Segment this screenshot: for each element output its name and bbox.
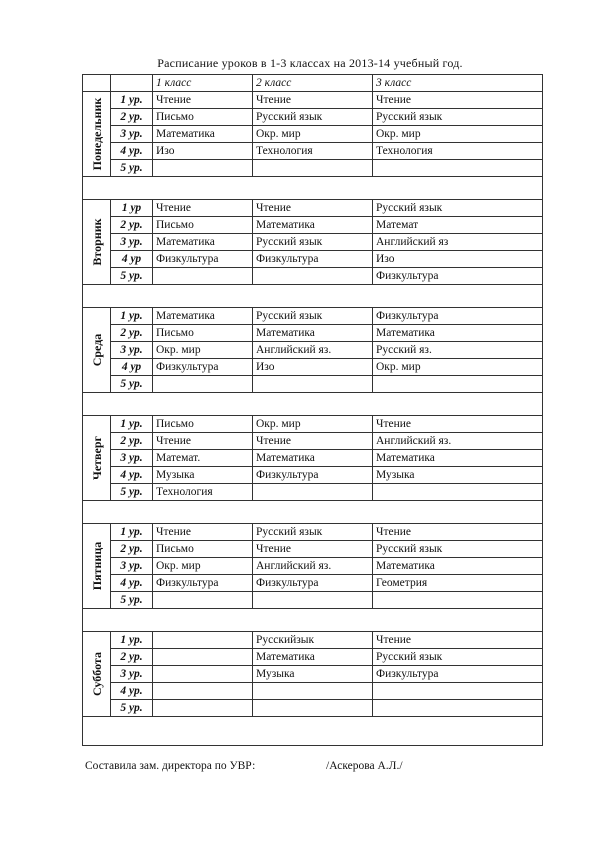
subject-class-3: Английский яз — [373, 234, 543, 251]
lesson-row — [83, 160, 543, 177]
spacer-cell — [83, 609, 543, 632]
class-header-3: 3 класс — [373, 75, 543, 92]
lesson-row — [83, 109, 543, 126]
subject-class-2: Математика — [253, 450, 373, 467]
subject-class-2: Английский яз. — [253, 558, 373, 575]
subject-class-2: Окр. мир — [253, 416, 373, 433]
subject-class-3: Английский яз. — [373, 433, 543, 450]
lesson-row — [83, 632, 543, 649]
subject-class-2 — [253, 484, 373, 501]
day-spacer-row — [83, 501, 543, 524]
lesson-number: 2 ур. — [111, 109, 153, 126]
subject-class-3 — [373, 592, 543, 609]
lesson-number: 5 ур. — [111, 592, 153, 609]
subject-class-1: Письмо — [153, 416, 253, 433]
subject-class-1: Письмо — [153, 217, 253, 234]
subject-class-3 — [373, 484, 543, 501]
lesson-row — [83, 234, 543, 251]
subject-class-1: Технология — [153, 484, 253, 501]
lesson-row — [83, 325, 543, 342]
subject-class-3: Математ — [373, 217, 543, 234]
lesson-number: 5 ур. — [111, 700, 153, 717]
subject-class-2: Русский язык — [253, 109, 373, 126]
spacer-cell — [83, 393, 543, 416]
lesson-number: 4 ур — [111, 251, 153, 268]
subject-class-1 — [153, 268, 253, 285]
lesson-number: 4 ур — [111, 359, 153, 376]
day-name-cell — [83, 632, 111, 717]
subject-class-2: Английский яз. — [253, 342, 373, 359]
lesson-row — [83, 592, 543, 609]
lesson-row — [83, 541, 543, 558]
lesson-row — [83, 92, 543, 109]
subject-class-1: Чтение — [153, 92, 253, 109]
subject-class-2: Математика — [253, 325, 373, 342]
subject-class-1: Письмо — [153, 109, 253, 126]
document-title: Расписание уроков в 1-3 классах на 2013-14 учебный год. — [157, 56, 463, 70]
subject-class-1: Окр. мир — [153, 558, 253, 575]
footer-signature: /Аскерова А.Л./ — [326, 760, 403, 772]
lesson-number: 5 ур. — [111, 268, 153, 285]
end-spacer-row — [83, 717, 543, 746]
subject-class-3: Изо — [373, 251, 543, 268]
subject-class-3: Русский язык — [373, 109, 543, 126]
day-name-cell — [83, 92, 111, 177]
footer-compiled-by: Составила зам. директора по УВР: — [85, 760, 256, 772]
subject-class-3: Математика — [373, 558, 543, 575]
subject-class-3: Окр. мир — [373, 126, 543, 143]
subject-class-3 — [373, 376, 543, 393]
lesson-number: 2 ур. — [111, 217, 153, 234]
lesson-number: 5 ур. — [111, 376, 153, 393]
header-blank-day — [83, 75, 111, 92]
subject-class-2: Русский язык — [253, 234, 373, 251]
lesson-row — [83, 450, 543, 467]
subject-class-2 — [253, 160, 373, 177]
subject-class-2 — [253, 376, 373, 393]
subject-class-3: Математика — [373, 450, 543, 467]
lesson-number: 3 ур. — [111, 450, 153, 467]
header-blank-lesson — [111, 75, 153, 92]
lesson-row — [83, 575, 543, 592]
subject-class-1: Математика — [153, 234, 253, 251]
subject-class-2: Чтение — [253, 433, 373, 450]
lesson-number: 1 ур — [111, 200, 153, 217]
subject-class-3: Русский язык — [373, 649, 543, 666]
lesson-number: 3 ур. — [111, 342, 153, 359]
subject-class-1 — [153, 376, 253, 393]
lesson-number: 5 ур. — [111, 160, 153, 177]
subject-class-3: Чтение — [373, 524, 543, 541]
lesson-row — [83, 700, 543, 717]
subject-class-2: Окр. мир — [253, 126, 373, 143]
lesson-row — [83, 308, 543, 325]
subject-class-3: Физкультура — [373, 666, 543, 683]
subject-class-3: Русский язык — [373, 541, 543, 558]
lesson-number: 1 ур. — [111, 524, 153, 541]
lesson-row — [83, 217, 543, 234]
subject-class-3: Окр. мир — [373, 359, 543, 376]
lesson-row — [83, 416, 543, 433]
lesson-row — [83, 359, 543, 376]
subject-class-1 — [153, 683, 253, 700]
lesson-row — [83, 251, 543, 268]
subject-class-2: Музыка — [253, 666, 373, 683]
day-name: Вторник — [89, 218, 104, 266]
subject-class-2: Технология — [253, 143, 373, 160]
day-name: Среда — [89, 333, 104, 367]
lesson-row — [83, 126, 543, 143]
subject-class-2: Русский язык — [253, 308, 373, 325]
lesson-number: 1 ур. — [111, 632, 153, 649]
subject-class-2: Русский язык — [253, 524, 373, 541]
subject-class-2: Чтение — [253, 541, 373, 558]
schedule-table — [82, 74, 543, 746]
lesson-number: 1 ур. — [111, 308, 153, 325]
spacer-cell — [83, 501, 543, 524]
day-spacer-row — [83, 393, 543, 416]
subject-class-3: Чтение — [373, 416, 543, 433]
lesson-row — [83, 558, 543, 575]
subject-class-3: Математика — [373, 325, 543, 342]
subject-class-3: Музыка — [373, 467, 543, 484]
day-name-cell — [83, 308, 111, 393]
lesson-number: 2 ур. — [111, 541, 153, 558]
day-name: Суббота — [89, 652, 104, 696]
lesson-row — [83, 143, 543, 160]
lesson-number: 3 ур. — [111, 234, 153, 251]
subject-class-1: Чтение — [153, 433, 253, 450]
subject-class-1 — [153, 160, 253, 177]
lesson-number: 5 ур. — [111, 484, 153, 501]
class-header-2: 2 класс — [253, 75, 373, 92]
subject-class-1: Изо — [153, 143, 253, 160]
subject-class-3: Чтение — [373, 632, 543, 649]
subject-class-2: Физкультура — [253, 251, 373, 268]
subject-class-2 — [253, 683, 373, 700]
subject-class-1: Чтение — [153, 524, 253, 541]
day-spacer-row — [83, 285, 543, 308]
lesson-number: 2 ур. — [111, 649, 153, 666]
lesson-number: 1 ур. — [111, 92, 153, 109]
subject-class-1 — [153, 700, 253, 717]
lesson-number: 2 ур. — [111, 325, 153, 342]
end-spacer-cell — [83, 717, 543, 746]
subject-class-2 — [253, 592, 373, 609]
lesson-number: 4 ур. — [111, 683, 153, 700]
subject-class-3: Геометрия — [373, 575, 543, 592]
subject-class-3: Чтение — [373, 92, 543, 109]
subject-class-2: Чтение — [253, 200, 373, 217]
subject-class-2: Физкультура — [253, 575, 373, 592]
subject-class-1 — [153, 632, 253, 649]
day-name-cell — [83, 416, 111, 501]
subject-class-1: Музыка — [153, 467, 253, 484]
subject-class-3 — [373, 700, 543, 717]
lesson-number: 3 ур. — [111, 126, 153, 143]
subject-class-3: Технология — [373, 143, 543, 160]
day-spacer-row — [83, 177, 543, 200]
subject-class-3: Русский язык — [373, 200, 543, 217]
lesson-row — [83, 467, 543, 484]
subject-class-3: Физкультура — [373, 268, 543, 285]
lesson-number: 1 ур. — [111, 416, 153, 433]
lesson-number: 4 ур. — [111, 467, 153, 484]
subject-class-3: Физкультура — [373, 308, 543, 325]
subject-class-1 — [153, 592, 253, 609]
header-row — [83, 75, 543, 92]
subject-class-2 — [253, 700, 373, 717]
lesson-row — [83, 376, 543, 393]
subject-class-1: Письмо — [153, 325, 253, 342]
subject-class-1: Математика — [153, 308, 253, 325]
subject-class-2: Математика — [253, 217, 373, 234]
subject-class-1: Физкультура — [153, 359, 253, 376]
lesson-row — [83, 200, 543, 217]
lesson-number: 4 ур. — [111, 575, 153, 592]
subject-class-2 — [253, 268, 373, 285]
lesson-row — [83, 649, 543, 666]
lesson-row — [83, 666, 543, 683]
subject-class-1: Чтение — [153, 200, 253, 217]
lesson-number: 2 ур. — [111, 433, 153, 450]
class-header-1: 1 класс — [153, 75, 253, 92]
day-name-cell — [83, 524, 111, 609]
lesson-row — [83, 342, 543, 359]
lesson-number: 3 ур. — [111, 558, 153, 575]
subject-class-1: Письмо — [153, 541, 253, 558]
subject-class-2: Чтение — [253, 92, 373, 109]
lesson-row — [83, 268, 543, 285]
spacer-cell — [83, 285, 543, 308]
lesson-row — [83, 524, 543, 541]
day-name: Четверг — [89, 436, 104, 480]
subject-class-2: Математика — [253, 649, 373, 666]
day-name: Пятница — [89, 541, 104, 591]
subject-class-1: Окр. мир — [153, 342, 253, 359]
subject-class-1 — [153, 649, 253, 666]
subject-class-1: Математ. — [153, 450, 253, 467]
lesson-number: 3 ур. — [111, 666, 153, 683]
lesson-row — [83, 683, 543, 700]
day-name: Понедельник — [89, 97, 104, 171]
subject-class-2: Изо — [253, 359, 373, 376]
subject-class-3 — [373, 160, 543, 177]
lesson-number: 4 ур. — [111, 143, 153, 160]
day-spacer-row — [83, 609, 543, 632]
lesson-row — [83, 433, 543, 450]
spacer-cell — [83, 177, 543, 200]
subject-class-1: Физкультура — [153, 251, 253, 268]
subject-class-1: Физкультура — [153, 575, 253, 592]
subject-class-2: Русскийзык — [253, 632, 373, 649]
subject-class-3 — [373, 683, 543, 700]
subject-class-1 — [153, 666, 253, 683]
subject-class-1: Математика — [153, 126, 253, 143]
subject-class-2: Физкультура — [253, 467, 373, 484]
lesson-row — [83, 484, 543, 501]
day-name-cell — [83, 200, 111, 285]
subject-class-3: Русский яз. — [373, 342, 543, 359]
